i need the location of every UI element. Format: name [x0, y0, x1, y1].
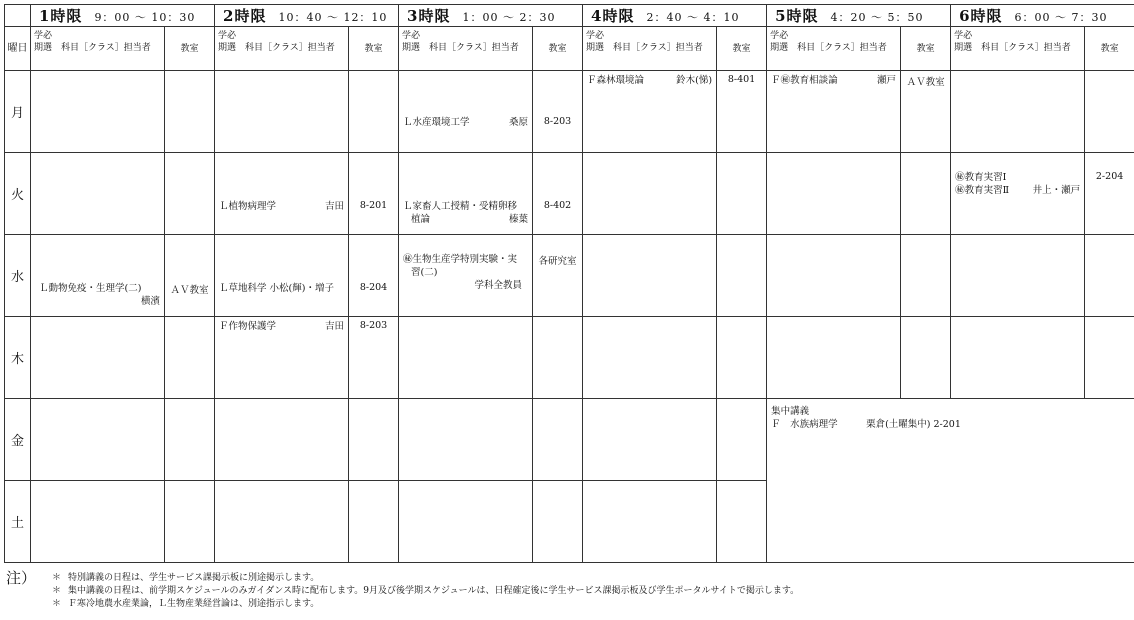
period-6-header: 6時限 6：00 ～ 7：30 [951, 5, 1134, 27]
room-header: 教室 [349, 27, 399, 71]
class-cell: Ｌ水産環境工学 桑原 [399, 71, 533, 153]
class-cell: Ｆ㊙教育相談論 瀬戸 [767, 71, 901, 153]
course-header: 学必 期選 科目［クラス］担当者 [951, 27, 1085, 71]
room-cell: 8-401 [717, 71, 767, 153]
row-wednesday [5, 235, 1134, 317]
notes [6, 569, 800, 611]
course-header: 学必 期選 科目［クラス］担当者 [399, 27, 533, 71]
row-thursday [5, 317, 1134, 399]
room-cell: ＡＶ教室 [165, 235, 215, 317]
period-1-header: 1時限 9：00 ～ 10：30 [31, 5, 215, 27]
class-cell: Ｆ森林環境論 鈴木(悌) [583, 71, 717, 153]
period-4-header: 4時限 2：40 ～ 4：10 [583, 5, 767, 27]
room-cell: 8-402 [533, 153, 583, 235]
class-cell: ㊙生物生産学特別実験・実 習(二) 学科全教員 [399, 235, 533, 317]
room-cell: 8-203 [533, 71, 583, 153]
timetable [4, 4, 1134, 563]
day-label: 火 [5, 153, 31, 235]
room-header: 教室 [533, 27, 583, 71]
day-label: 金 [5, 399, 31, 481]
room-cell: 8-201 [349, 153, 399, 235]
room-cell: 8-203 [349, 317, 399, 399]
room-cell: 2-204 [1085, 153, 1134, 235]
note-line: ＊ 集中講義の日程は、前学期スケジュールのみガイダンス時に配布します。9月及び後学期スケジュールは、日程確定後に学生サービス課掲示板及び学生ポータルサイトで掲示します。 [52, 586, 800, 596]
day-label: 水 [5, 235, 31, 317]
column-header-row [5, 27, 1134, 71]
notes-heading: 注） [6, 569, 37, 587]
class-cell: Ｌ動物免疫・生理学(二) 横濱 [31, 235, 165, 317]
row-monday [5, 71, 1134, 153]
room-header: 教室 [901, 27, 951, 71]
room-header: 教室 [1085, 27, 1134, 71]
day-label: 月 [5, 71, 31, 153]
room-header: 教室 [165, 27, 215, 71]
period-3-header: 3時限 1：00 ～ 2：30 [399, 5, 583, 27]
class-cell: Ｌ植物病理学 吉田 [215, 153, 349, 235]
class-cell: Ｌ家畜人工授精・受精卵移 植論 榛葉 [399, 153, 533, 235]
day-label: 土 [5, 481, 31, 563]
course-header: 学必 期選 科目［クラス］担当者 [583, 27, 717, 71]
class-cell: Ｌ草地科学 小松(輝)・増子 [215, 235, 349, 317]
room-cell: 8-204 [349, 235, 399, 317]
course-header: 学必 期選 科目［クラス］担当者 [31, 27, 165, 71]
day-label: 木 [5, 317, 31, 399]
row-friday [5, 399, 1134, 481]
room-cell: 各研究室 [533, 235, 583, 317]
class-cell: Ｆ作物保護学 吉田 [215, 317, 349, 399]
period-2-header: 2時限 10：40 ～ 12：10 [215, 5, 399, 27]
class-cell: ㊙教育実習Ⅰ ㊙教育実習Ⅱ 井上・瀬戸 [951, 153, 1085, 235]
room-cell: ＡＶ教室 [901, 71, 951, 153]
intensive-lectures-box: 集中講義 Ｆ 水族病理学 栗倉(土曜集中) 2-201 [767, 399, 1134, 563]
course-header: 学必 期選 科目［クラス］担当者 [767, 27, 901, 71]
course-header: 学必 期選 科目［クラス］担当者 [215, 27, 349, 71]
weekday-header: 曜日 [5, 27, 31, 71]
period-header-row [5, 5, 1134, 27]
period-5-header: 5時限 4：20 ～ 5：50 [767, 5, 951, 27]
row-tuesday [5, 153, 1134, 235]
note-line: ＊ 特別講義の日程は、学生サービス課掲示板に別途掲示します。 [52, 573, 320, 583]
room-header: 教室 [717, 27, 767, 71]
note-line: ＊ Ｆ寒冷地農水産業論，Ｌ生物産業経営論は、別途指示します。 [52, 599, 320, 609]
